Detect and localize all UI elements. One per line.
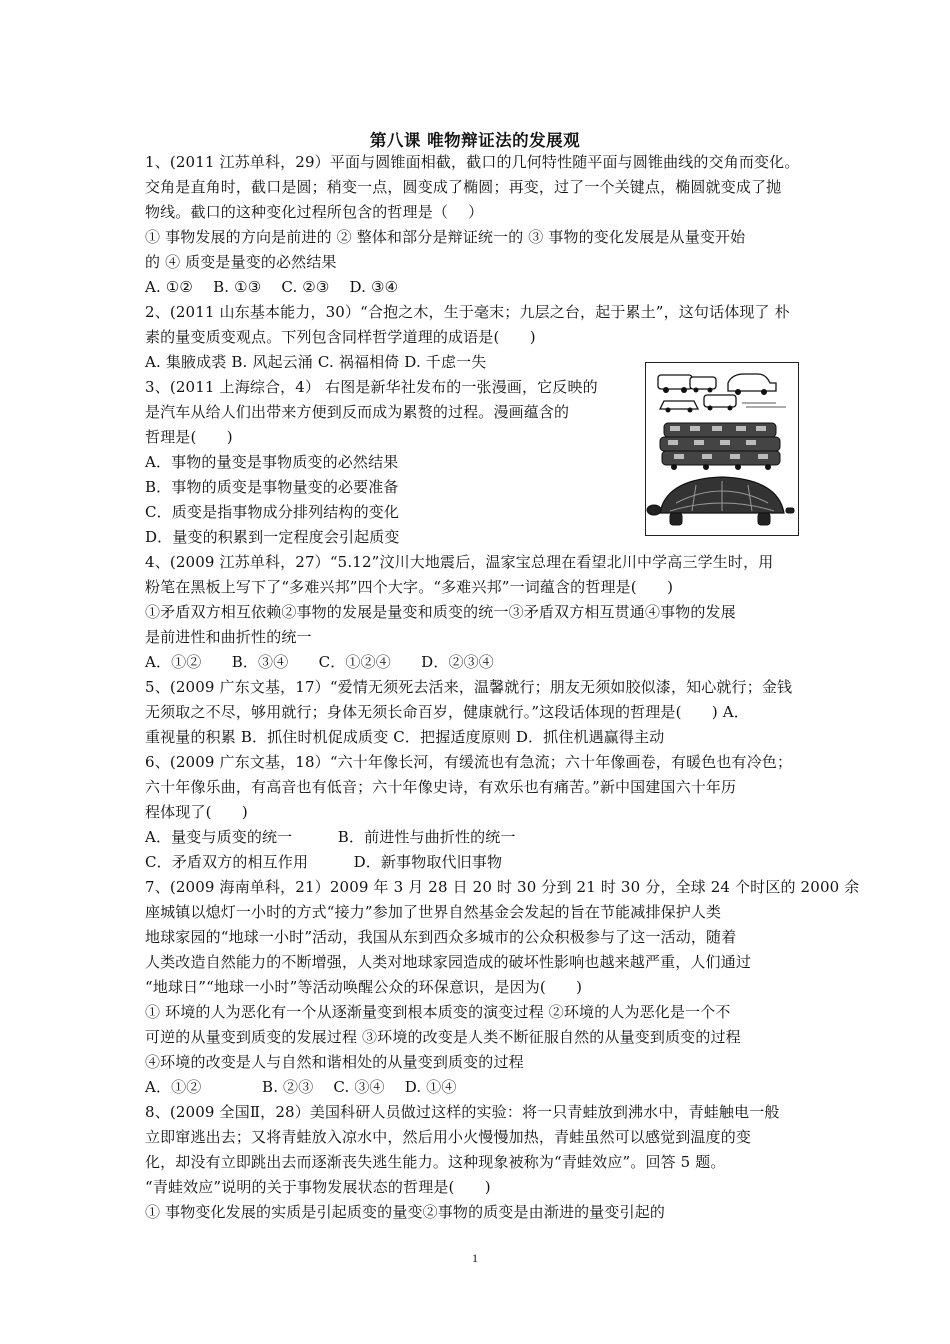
text-line: 8、(2009 全国Ⅱ，28）美国科研人员做过这样的实验：将一只青蛙放到沸水中，青蛙触电一般 xyxy=(145,1103,780,1121)
text-line: 地球家园的“地球一小时”活动，我国从东到西众多城市的公众积极参与了这一活动，随着 xyxy=(145,928,737,946)
text-line: 的 ④ 质变是量变的必然结果 xyxy=(145,253,337,271)
answer-options: A．①② B．③④ C．①②④ D．②③④ xyxy=(145,653,494,671)
text-line: ①矛盾双方相互依赖②事物的发展是量变和质变的统一③矛盾双方相互贯通④事物的发展 xyxy=(145,603,736,621)
text-line: ④环境的改变是人与自然和谐相处的从量变到质变的过程 xyxy=(145,1053,524,1071)
text-line: 粉笔在黑板上写下了“多难兴邦”四个大字。“多难兴邦”一词蕴含的哲理是( ) xyxy=(145,578,674,596)
text-line: 7、(2009 海南单科，21）2009 年 3 月 28 日 20 时 30 分到 21 时 30 分，全球 24 个时区的 2000 余 xyxy=(145,878,860,896)
text-line: 立即窜逃出去；又将青蛙放入凉水中，然后用小火慢慢加热，青蛙虽然可以感觉到温度的变 xyxy=(145,1128,752,1146)
answer-option: C．质变是指事物成分排列结构的变化 xyxy=(145,503,400,521)
text-line: 六十年像乐曲，有高音也有低音；六十年像史诗，有欢乐也有痛苦。”新中国建国六十年历 xyxy=(145,778,737,796)
text-line: “地球日”“地球一小时”等活动唤醒公众的环保意识，是因为( ) xyxy=(145,978,583,996)
text-line: 5、(2009 广东文基，17）“爱情无须死去活来，温馨就行；朋友无须如胶似漆，知心就行；金钱 xyxy=(145,678,793,696)
text-line: 座城镇以熄灯一小时的方式“接力”参加了世界自然基金会发起的旨在节能减排保护人类 xyxy=(145,903,722,921)
text-line: 哲理是( ) xyxy=(145,428,233,446)
answer-options: A. ①② B. ①③ C. ②③ D. ③④ xyxy=(145,278,399,296)
text-line: 3、(2011 上海综合，4） 右图是新华社发布的一张漫画，它反映的 xyxy=(145,378,598,396)
text-line: 4、(2009 江苏单科，27）“5.12”汶川大地震后，温家宝总理在看望北川中学高三学生时，用 xyxy=(145,553,774,571)
answer-options: A．①② B. ②③ C. ③④ D. ①④ xyxy=(145,1078,457,1096)
text-line: 无须取之不尽，够用就行；身体无须长命百岁，健康就行。”这段话体现的哲理是( ) A． xyxy=(145,703,749,721)
text-line: 是前进性和曲折性的统一 xyxy=(145,628,312,646)
text-line: ① 事物变化发展的实质是引起质变的量变②事物的质变是由渐进的量变引起的 xyxy=(145,1203,666,1221)
text-line: 程体现了( ) xyxy=(145,803,248,821)
text-line: ① 事物发展的方向是前进的 ② 整体和部分是辩证统一的 ③ 事物的变化发展是从量变开始 xyxy=(145,228,746,246)
text-line: 交角是直角时，截口是圆；稍变一点，圆变成了椭圆；再变，过了一个关键点，椭圆就变成了抛 xyxy=(145,178,782,196)
text-line: 物线。截口的这种变化过程所包含的哲理是（ ） xyxy=(145,203,484,221)
page-number: 1 xyxy=(472,1251,478,1265)
page-title: 第八课 唯物辩证法的发展观 xyxy=(369,131,581,150)
answer-options: A. 集腋成裘 B. 风起云涌 C. 祸福相倚 D. 千虑一失 xyxy=(145,353,487,371)
answer-options: A．量变与质变的统一 B．前进性与曲折性的统一 xyxy=(145,828,516,846)
answer-options: C．矛盾双方的相互作用 D．新事物取代旧事物 xyxy=(145,853,503,871)
text-line: 6、(2009 广东文基，18）“六十年像长河，有缓流也有急流；六十年像画卷，有暖色也有冷色； xyxy=(145,753,793,771)
cartoon-image xyxy=(645,362,799,536)
text-line: 素的量变质变观点。下列包含同样哲学道理的成语是( ) xyxy=(145,328,536,346)
car-pile-cartoon-icon xyxy=(646,363,798,535)
text-line: 人类改造自然能力的不断增强，人类对地球家园造成的破坏性影响也越来越严重，人们通过 xyxy=(145,953,752,971)
answer-option: A．事物的量变是事物质变的必然结果 xyxy=(145,453,399,471)
answer-option: B．事物的质变是事物量变的必要准备 xyxy=(145,478,399,496)
text-line: 化，却没有立即跳出去而逐渐丧失逃生能力。这种现象被称为“青蛙效应”。回答 5 题。 xyxy=(145,1153,726,1171)
text-line: 可逆的从量变到质变的发展过程 ③环境的改变是人类不断征服自然的从量变到质变的过程 xyxy=(145,1028,741,1046)
text-line: 是汽车从给人们出带来方便到反而成为累赘的过程。漫画蕴含的 xyxy=(145,403,570,421)
text-line: 1、(2011 江苏单科，29）平面与圆锥面相截，截口的几何特性随平面与圆锥曲线的交角而变化。 xyxy=(145,153,800,171)
answer-option: D．量变的积累到一定程度会引起质变 xyxy=(145,528,400,546)
text-line: 2、(2011 山东基本能力，30）“合抱之木，生于毫末；九层之台，起于累土”，这句话体现了 朴 xyxy=(145,303,790,321)
answer-options: 重视量的积累 B．抓住时机促成质变 C．把握适度原则 D．抓住机遇赢得主动 xyxy=(145,728,665,746)
text-line: “青蛙效应”说明的关于事物发展状态的哲理是( ) xyxy=(145,1178,491,1196)
text-line: ① 环境的人为恶化有一个从逐渐量变到根本质变的演变过程 ②环境的人为恶化是一个不 xyxy=(145,1003,731,1021)
